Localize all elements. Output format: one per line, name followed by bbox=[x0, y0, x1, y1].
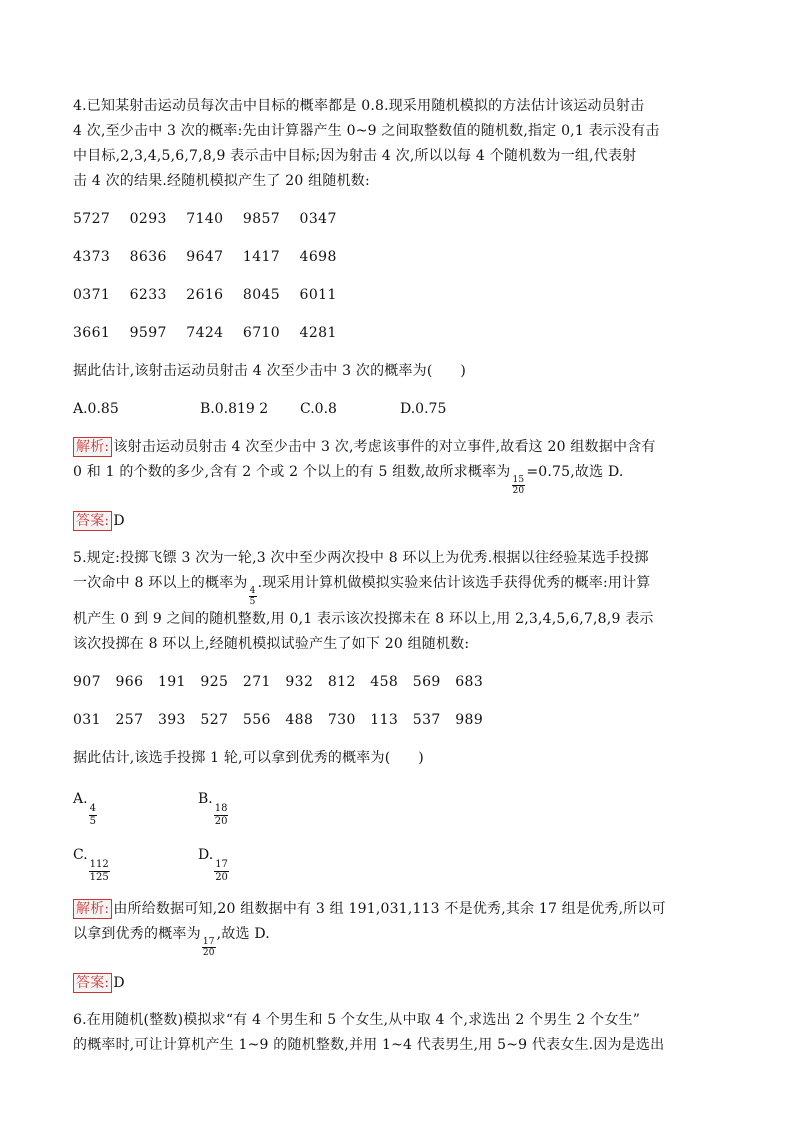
fraction bbox=[89, 859, 110, 884]
q5-analysis-text: ,故选 D. bbox=[216, 926, 270, 942]
q4-analysis-text: 该射击运动员射击 4 次至少击中 3 次,考虑该事件的对立事件,故看这 20 组数据中含有 bbox=[113, 439, 656, 455]
fraction-numerator: 17 bbox=[202, 937, 215, 947]
answer-tag: 答案: bbox=[73, 511, 112, 531]
q4-stem-line: 击 4 次的结果.经随机模拟产生了 20 组随机数: bbox=[73, 173, 370, 189]
q5-options-row-2 bbox=[73, 840, 723, 884]
q4-option-a: A.0.85 bbox=[73, 401, 119, 417]
answer-tag: 答案: bbox=[73, 973, 112, 993]
q5-stem-text: 一次命中 8 环以上的概率为 bbox=[73, 575, 248, 591]
fraction bbox=[89, 803, 97, 828]
fraction-numerator: 4 bbox=[89, 803, 96, 814]
question-4 bbox=[73, 94, 723, 534]
q4-analysis bbox=[73, 435, 723, 460]
q5-option-a bbox=[73, 784, 198, 828]
question-6 bbox=[73, 1008, 723, 1058]
q5-option-d bbox=[198, 840, 230, 884]
q4-option-c: C.0.8 bbox=[300, 401, 337, 417]
q5-answer bbox=[73, 971, 723, 996]
q4-random-row: 4373 8636 9647 1417 4698 bbox=[73, 249, 337, 265]
fraction bbox=[202, 937, 216, 958]
q4-stem-line: 4 次,至少击中 3 次的概率:先由计算器产生 0~9 之间取整数值的随机数,指定 0,1 表示没有击 bbox=[73, 123, 660, 139]
option-letter: B. bbox=[198, 791, 213, 807]
q5-analysis-text: 以拿到优秀的概率为 bbox=[73, 926, 201, 942]
q4-random-row: 3661 9597 7424 6710 4281 bbox=[73, 325, 337, 341]
option-letter: D. bbox=[198, 847, 214, 863]
question-5 bbox=[73, 546, 723, 996]
analysis-tag: 解析: bbox=[73, 899, 112, 919]
q5-stem-line: 机产生 0 到 9 之间的随机整数,用 0,1 表示该次投掷未在 8 环以上,用 2,3,4,5,6,7,8,9 表示 bbox=[73, 611, 654, 627]
q5-analysis bbox=[73, 897, 723, 922]
q4-analysis-text: 0 和 1 的个数的多少,含有 2 个或 2 个以上的有 5 组数,故所求概率为 bbox=[73, 464, 511, 480]
q5-random-row: 907 966 191 925 271 932 812 458 569 683 bbox=[73, 674, 484, 690]
q4-answer bbox=[73, 509, 723, 534]
fraction-denominator: 5 bbox=[89, 816, 96, 827]
fraction-numerator: 15 bbox=[512, 475, 525, 485]
q5-stem-line bbox=[73, 571, 723, 607]
q5-analysis-line2 bbox=[73, 922, 723, 958]
q5-options-row-1 bbox=[73, 784, 723, 828]
q5-stem-line: 该次投掷在 8 环以上,经随机模拟试验产生了如下 20 组随机数: bbox=[73, 636, 470, 652]
q4-random-row: 0371 6233 2616 8045 6011 bbox=[73, 287, 337, 303]
q4-analysis-line2 bbox=[73, 460, 723, 496]
q6-stem-line: 6.在用随机(整数)模拟求“有 4 个男生和 5 个女生,从中取 4 个,求选出 2 个男生 2 个女生” bbox=[73, 1012, 641, 1028]
q4-analysis-text: =0.75,故选 D. bbox=[526, 464, 624, 480]
q5-option-b bbox=[198, 784, 229, 828]
q4-options bbox=[73, 397, 723, 422]
fraction bbox=[214, 803, 229, 828]
fraction-numerator: 18 bbox=[214, 803, 228, 814]
q5-option-c bbox=[73, 840, 198, 884]
fraction bbox=[249, 586, 257, 607]
q5-answer-value: D bbox=[113, 975, 125, 991]
q6-stem-line: 的概率时,可让计算机产生 1~9 的随机整数,并用 1~4 代表男生,用 5~9 代表女生.因为是选出 bbox=[73, 1037, 665, 1053]
q4-option-b: B.0.819 2 bbox=[200, 401, 269, 417]
q5-stem-line: 5.规定:投掷飞镖 3 次为一轮,3 次中至少两次投中 8 环以上为优秀.根据以往经验某选手投掷 bbox=[73, 550, 649, 566]
fraction-denominator: 20 bbox=[512, 486, 525, 496]
fraction-numerator: 112 bbox=[89, 859, 109, 870]
q5-analysis-text: 由所给数据可知,20 组数据中有 3 组 191,031,113 不是优秀,其余 17 组是优秀,所以可 bbox=[113, 901, 666, 917]
fraction-denominator: 20 bbox=[215, 872, 228, 883]
q4-stem-line: 4.已知某射击运动员每次击中目标的概率都是 0.8.现采用随机模拟的方法估计该运动员射击 bbox=[73, 98, 645, 114]
q4-answer-value: D bbox=[113, 513, 125, 529]
fraction bbox=[512, 475, 526, 496]
q5-question: 据此估计,该选手投掷 1 轮,可以拿到优秀的概率为( ) bbox=[73, 750, 424, 766]
option-letter: C. bbox=[73, 847, 88, 863]
fraction-denominator: 125 bbox=[89, 872, 109, 883]
q4-stem-line: 中目标,2,3,4,5,6,7,8,9 表示击中目标;因为射击 4 次,所以以每 4 个随机数为一组,代表射 bbox=[73, 148, 637, 164]
q4-question: 据此估计,该射击运动员射击 4 次至少击中 3 次的概率为( ) bbox=[73, 363, 467, 379]
fraction-denominator: 20 bbox=[202, 948, 215, 958]
fraction-denominator: 20 bbox=[214, 816, 228, 827]
document-page bbox=[73, 94, 723, 1058]
q5-stem-text: .现采用计算机做模拟实验来估计该选手获得优秀的概率:用计算 bbox=[257, 575, 651, 591]
option-letter: A. bbox=[73, 791, 88, 807]
q4-option-d: D.0.75 bbox=[400, 401, 447, 417]
q5-random-row: 031 257 393 527 556 488 730 113 537 989 bbox=[73, 712, 484, 728]
fraction-numerator: 4 bbox=[249, 586, 256, 596]
q4-random-row: 5727 0293 7140 9857 0347 bbox=[73, 211, 337, 227]
fraction bbox=[214, 859, 229, 884]
fraction-numerator: 17 bbox=[215, 859, 228, 870]
fraction-denominator: 5 bbox=[249, 597, 256, 607]
analysis-tag: 解析: bbox=[73, 437, 112, 457]
